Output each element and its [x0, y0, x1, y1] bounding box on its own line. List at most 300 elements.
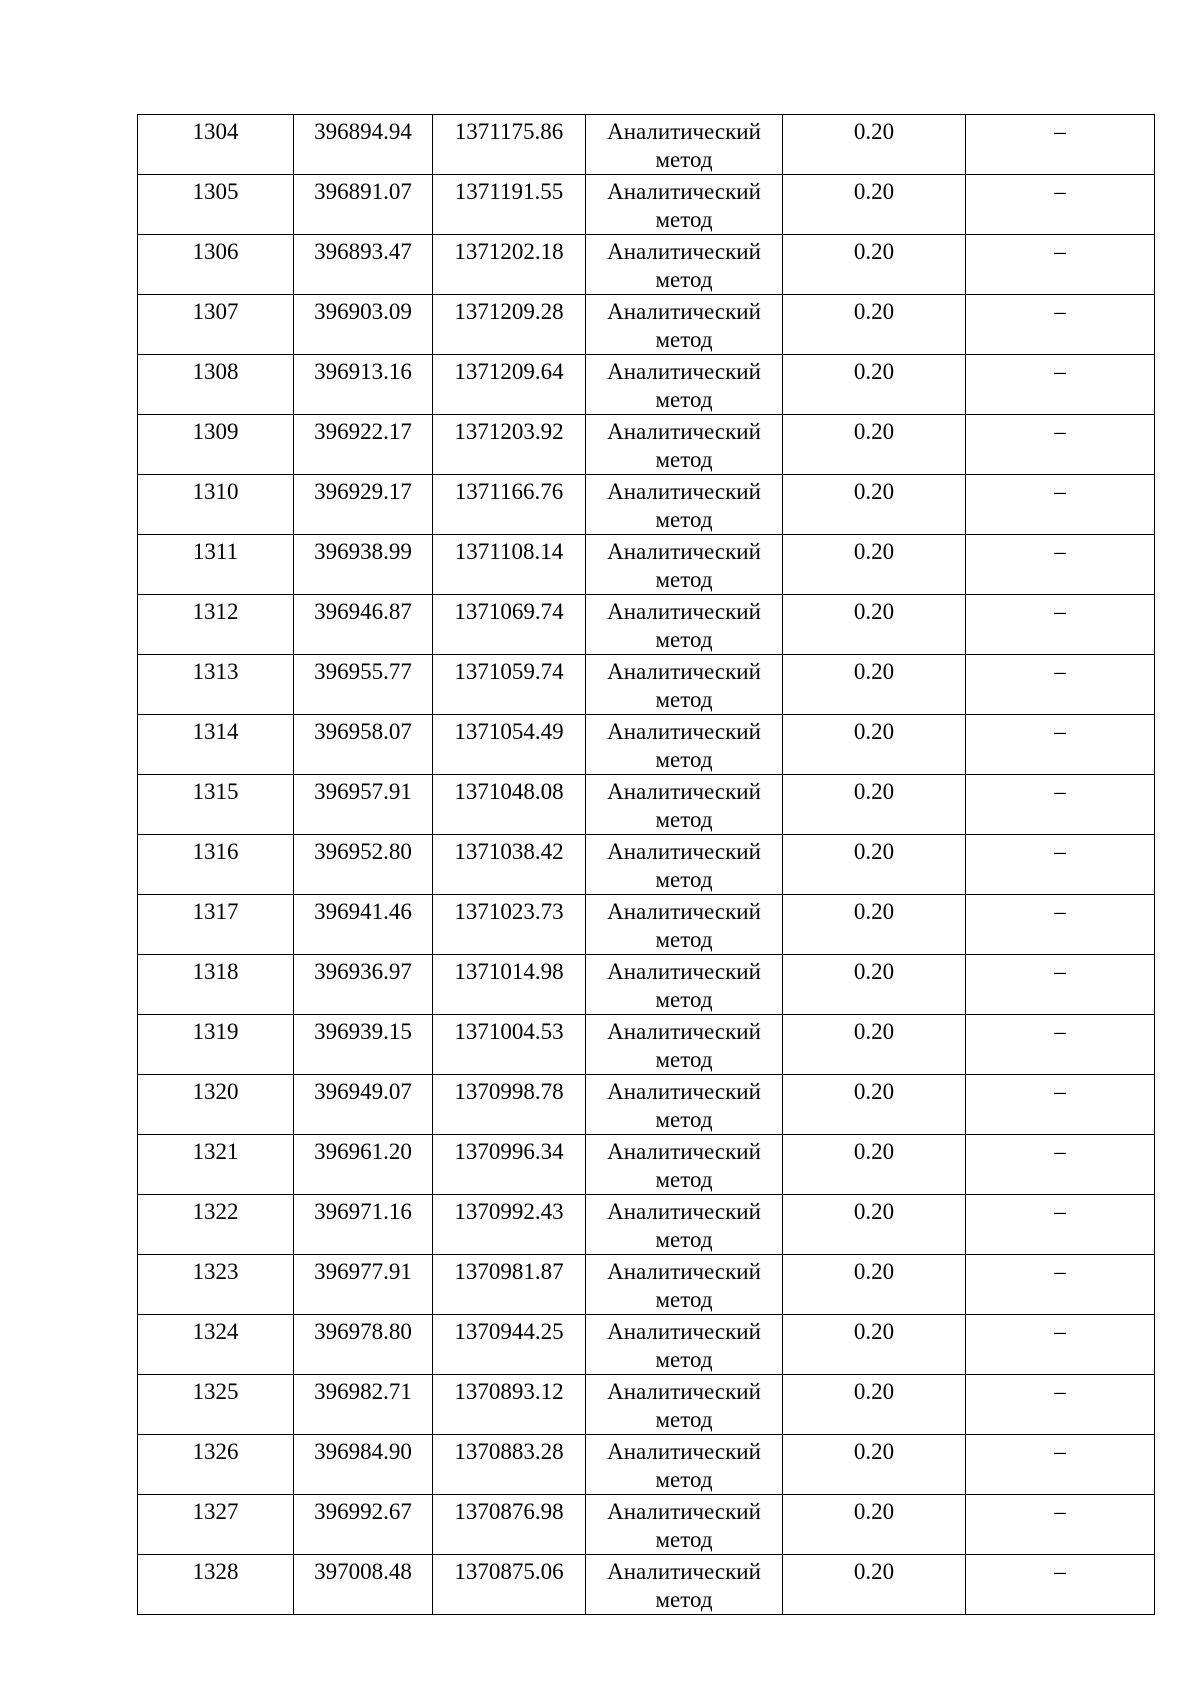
- y-coordinate-cell: [433, 1135, 586, 1195]
- method-cell: [586, 1015, 783, 1075]
- y-coordinate-cell-text: 1371203.92: [454, 419, 564, 444]
- accuracy-cell-text: 0.20: [853, 539, 895, 564]
- x-coordinate-cell: [294, 655, 433, 715]
- x-coordinate-cell: [294, 715, 433, 775]
- method-cell: [586, 355, 783, 415]
- point-number-cell: [138, 1495, 294, 1555]
- table-row: [138, 1135, 1155, 1195]
- accuracy-cell: [783, 1135, 966, 1195]
- point-number-cell-text: 1319: [192, 1019, 239, 1044]
- y-coordinate-cell: [433, 1195, 586, 1255]
- accuracy-cell-text: 0.20: [853, 1439, 895, 1464]
- point-number-cell: [138, 655, 294, 715]
- accuracy-cell: [783, 1315, 966, 1375]
- note-cell-text: –: [1054, 599, 1066, 624]
- method-cell: [586, 415, 783, 475]
- x-coordinate-cell-text: 396946.87: [314, 599, 412, 624]
- coordinates-table-body: [138, 115, 1155, 1615]
- method-cell: [586, 775, 783, 835]
- method-cell-text: Аналитический метод: [607, 719, 761, 772]
- method-cell-text: Аналитический метод: [607, 119, 761, 172]
- accuracy-cell: [783, 1015, 966, 1075]
- x-coordinate-cell: [294, 415, 433, 475]
- y-coordinate-cell: [433, 415, 586, 475]
- table-row: [138, 1555, 1155, 1615]
- note-cell-text: –: [1054, 1079, 1066, 1104]
- point-number-cell: [138, 235, 294, 295]
- accuracy-cell: [783, 175, 966, 235]
- point-number-cell-text: 1316: [192, 839, 239, 864]
- point-number-cell-text: 1322: [192, 1199, 239, 1224]
- method-cell-text: Аналитический метод: [607, 1439, 761, 1492]
- note-cell: [966, 595, 1155, 655]
- accuracy-cell: [783, 355, 966, 415]
- method-cell-text: Аналитический метод: [607, 479, 761, 532]
- point-number-cell-text: 1314: [192, 719, 239, 744]
- note-cell-text: –: [1054, 1259, 1066, 1284]
- accuracy-cell-text: 0.20: [853, 1559, 895, 1584]
- note-cell: [966, 115, 1155, 175]
- y-coordinate-cell-text: 1371209.64: [454, 359, 564, 384]
- note-cell: [966, 235, 1155, 295]
- x-coordinate-cell-text: 396903.09: [314, 299, 412, 324]
- accuracy-cell-text: 0.20: [853, 779, 895, 804]
- x-coordinate-cell: [294, 1075, 433, 1135]
- method-cell: [586, 1315, 783, 1375]
- x-coordinate-cell-text: 396939.15: [314, 1019, 412, 1044]
- note-cell-text: –: [1054, 1559, 1066, 1584]
- accuracy-cell: [783, 235, 966, 295]
- x-coordinate-cell: [294, 955, 433, 1015]
- note-cell: [966, 475, 1155, 535]
- point-number-cell: [138, 775, 294, 835]
- accuracy-cell: [783, 595, 966, 655]
- x-coordinate-cell-text: 396913.16: [314, 359, 412, 384]
- point-number-cell-text: 1321: [192, 1139, 239, 1164]
- note-cell: [966, 175, 1155, 235]
- x-coordinate-cell: [294, 1015, 433, 1075]
- point-number-cell-text: 1323: [192, 1259, 239, 1284]
- method-cell-text: Аналитический метод: [607, 299, 761, 352]
- y-coordinate-cell: [433, 175, 586, 235]
- note-cell-text: –: [1054, 119, 1066, 144]
- method-cell: [586, 1555, 783, 1615]
- table-row: [138, 715, 1155, 775]
- x-coordinate-cell-text: 396961.20: [314, 1139, 412, 1164]
- y-coordinate-cell: [433, 475, 586, 535]
- method-cell-text: Аналитический метод: [607, 1199, 761, 1252]
- point-number-cell: [138, 955, 294, 1015]
- accuracy-cell: [783, 115, 966, 175]
- accuracy-cell: [783, 655, 966, 715]
- accuracy-cell-text: 0.20: [853, 1139, 895, 1164]
- method-cell-text: Аналитический метод: [607, 599, 761, 652]
- method-cell: [586, 475, 783, 535]
- y-coordinate-cell: [433, 655, 586, 715]
- note-cell: [966, 1375, 1155, 1435]
- x-coordinate-cell: [294, 475, 433, 535]
- method-cell-text: Аналитический метод: [607, 1379, 761, 1432]
- method-cell: [586, 955, 783, 1015]
- note-cell: [966, 1195, 1155, 1255]
- y-coordinate-cell-text: 1371202.18: [454, 239, 564, 264]
- accuracy-cell-text: 0.20: [853, 1019, 895, 1044]
- y-coordinate-cell: [433, 1495, 586, 1555]
- note-cell-text: –: [1054, 1499, 1066, 1524]
- method-cell-text: Аналитический метод: [607, 419, 761, 472]
- method-cell-text: Аналитический метод: [607, 239, 761, 292]
- y-coordinate-cell-text: 1371175.86: [454, 119, 564, 144]
- point-number-cell: [138, 295, 294, 355]
- method-cell: [586, 235, 783, 295]
- method-cell-text: Аналитический метод: [607, 1019, 761, 1072]
- x-coordinate-cell-text: 396891.07: [314, 179, 412, 204]
- table-row: [138, 235, 1155, 295]
- note-cell: [966, 535, 1155, 595]
- table-row: [138, 535, 1155, 595]
- accuracy-cell-text: 0.20: [853, 119, 895, 144]
- accuracy-cell-text: 0.20: [853, 719, 895, 744]
- point-number-cell: [138, 1255, 294, 1315]
- point-number-cell: [138, 715, 294, 775]
- y-coordinate-cell-text: 1371191.55: [454, 179, 564, 204]
- method-cell: [586, 115, 783, 175]
- x-coordinate-cell: [294, 295, 433, 355]
- method-cell-text: Аналитический метод: [607, 899, 761, 952]
- table-row: [138, 1255, 1155, 1315]
- y-coordinate-cell-text: 1370883.28: [454, 1439, 564, 1464]
- y-coordinate-cell-text: 1370996.34: [454, 1139, 564, 1164]
- note-cell-text: –: [1054, 1019, 1066, 1044]
- point-number-cell-text: 1307: [192, 299, 239, 324]
- x-coordinate-cell-text: 396955.77: [314, 659, 412, 684]
- y-coordinate-cell: [433, 1015, 586, 1075]
- note-cell-text: –: [1054, 1319, 1066, 1344]
- x-coordinate-cell: [294, 1255, 433, 1315]
- point-number-cell-text: 1310: [192, 479, 239, 504]
- note-cell-text: –: [1054, 419, 1066, 444]
- note-cell-text: –: [1054, 179, 1066, 204]
- accuracy-cell-text: 0.20: [853, 1199, 895, 1224]
- table-row: [138, 175, 1155, 235]
- point-number-cell-text: 1311: [192, 539, 239, 564]
- y-coordinate-cell: [433, 955, 586, 1015]
- y-coordinate-cell-text: 1370893.12: [454, 1379, 564, 1404]
- accuracy-cell-text: 0.20: [853, 419, 895, 444]
- point-number-cell: [138, 1435, 294, 1495]
- table-row: [138, 115, 1155, 175]
- x-coordinate-cell: [294, 895, 433, 955]
- note-cell: [966, 775, 1155, 835]
- method-cell: [586, 1495, 783, 1555]
- note-cell: [966, 1555, 1155, 1615]
- point-number-cell: [138, 595, 294, 655]
- y-coordinate-cell: [433, 835, 586, 895]
- y-coordinate-cell-text: 1371054.49: [454, 719, 564, 744]
- point-number-cell: [138, 475, 294, 535]
- point-number-cell-text: 1315: [192, 779, 239, 804]
- y-coordinate-cell: [433, 1255, 586, 1315]
- method-cell: [586, 175, 783, 235]
- note-cell-text: –: [1054, 479, 1066, 504]
- y-coordinate-cell-text: 1370998.78: [454, 1079, 564, 1104]
- y-coordinate-cell-text: 1370944.25: [454, 1319, 564, 1344]
- accuracy-cell: [783, 1555, 966, 1615]
- table-row: [138, 955, 1155, 1015]
- table-row: [138, 895, 1155, 955]
- method-cell: [586, 1195, 783, 1255]
- y-coordinate-cell: [433, 535, 586, 595]
- x-coordinate-cell: [294, 835, 433, 895]
- table-row: [138, 595, 1155, 655]
- table-row: [138, 1375, 1155, 1435]
- method-cell-text: Аналитический метод: [607, 1559, 761, 1612]
- note-cell-text: –: [1054, 299, 1066, 324]
- note-cell: [966, 835, 1155, 895]
- point-number-cell-text: 1308: [192, 359, 239, 384]
- note-cell: [966, 1015, 1155, 1075]
- table-row: [138, 415, 1155, 475]
- point-number-cell-text: 1305: [192, 179, 239, 204]
- x-coordinate-cell-text: 396936.97: [314, 959, 412, 984]
- note-cell-text: –: [1054, 1199, 1066, 1224]
- note-cell-text: –: [1054, 659, 1066, 684]
- point-number-cell: [138, 1015, 294, 1075]
- accuracy-cell-text: 0.20: [853, 1259, 895, 1284]
- note-cell-text: –: [1054, 1379, 1066, 1404]
- accuracy-cell: [783, 1375, 966, 1435]
- y-coordinate-cell-text: 1371023.73: [454, 899, 564, 924]
- point-number-cell-text: 1326: [192, 1439, 239, 1464]
- x-coordinate-cell-text: 397008.48: [314, 1559, 412, 1584]
- note-cell-text: –: [1054, 719, 1066, 744]
- x-coordinate-cell: [294, 775, 433, 835]
- accuracy-cell-text: 0.20: [853, 1319, 895, 1344]
- x-coordinate-cell-text: 396992.67: [314, 1499, 412, 1524]
- accuracy-cell: [783, 835, 966, 895]
- y-coordinate-cell: [433, 235, 586, 295]
- method-cell: [586, 1435, 783, 1495]
- method-cell: [586, 1135, 783, 1195]
- note-cell: [966, 715, 1155, 775]
- table-row: [138, 475, 1155, 535]
- x-coordinate-cell: [294, 115, 433, 175]
- accuracy-cell-text: 0.20: [853, 239, 895, 264]
- accuracy-cell: [783, 1075, 966, 1135]
- note-cell: [966, 1255, 1155, 1315]
- y-coordinate-cell-text: 1371209.28: [454, 299, 564, 324]
- point-number-cell: [138, 1075, 294, 1135]
- point-number-cell: [138, 415, 294, 475]
- accuracy-cell-text: 0.20: [853, 839, 895, 864]
- x-coordinate-cell-text: 396957.91: [314, 779, 412, 804]
- table-row: [138, 835, 1155, 895]
- method-cell: [586, 835, 783, 895]
- coordinates-table: [137, 114, 1155, 1615]
- point-number-cell-text: 1324: [192, 1319, 239, 1344]
- point-number-cell-text: 1309: [192, 419, 239, 444]
- note-cell: [966, 415, 1155, 475]
- method-cell-text: Аналитический метод: [607, 779, 761, 832]
- note-cell-text: –: [1054, 959, 1066, 984]
- point-number-cell: [138, 175, 294, 235]
- point-number-cell: [138, 895, 294, 955]
- table-row: [138, 1015, 1155, 1075]
- note-cell-text: –: [1054, 779, 1066, 804]
- method-cell-text: Аналитический метод: [607, 659, 761, 712]
- y-coordinate-cell: [433, 895, 586, 955]
- note-cell: [966, 655, 1155, 715]
- accuracy-cell: [783, 475, 966, 535]
- note-cell: [966, 1315, 1155, 1375]
- point-number-cell-text: 1327: [192, 1499, 239, 1524]
- table-row: [138, 1075, 1155, 1135]
- accuracy-cell-text: 0.20: [853, 299, 895, 324]
- method-cell-text: Аналитический метод: [607, 1319, 761, 1372]
- accuracy-cell: [783, 1435, 966, 1495]
- note-cell: [966, 1075, 1155, 1135]
- point-number-cell: [138, 115, 294, 175]
- x-coordinate-cell-text: 396958.07: [314, 719, 412, 744]
- point-number-cell-text: 1318: [192, 959, 239, 984]
- y-coordinate-cell-text: 1371069.74: [454, 599, 564, 624]
- y-coordinate-cell-text: 1370992.43: [454, 1199, 564, 1224]
- method-cell-text: Аналитический метод: [607, 1079, 761, 1132]
- method-cell: [586, 1375, 783, 1435]
- accuracy-cell-text: 0.20: [853, 479, 895, 504]
- note-cell: [966, 1135, 1155, 1195]
- x-coordinate-cell-text: 396938.99: [314, 539, 412, 564]
- table-row: [138, 355, 1155, 415]
- x-coordinate-cell-text: 396949.07: [314, 1079, 412, 1104]
- point-number-cell-text: 1328: [192, 1559, 239, 1584]
- x-coordinate-cell: [294, 235, 433, 295]
- point-number-cell-text: 1312: [192, 599, 239, 624]
- accuracy-cell-text: 0.20: [853, 1079, 895, 1104]
- note-cell-text: –: [1054, 1139, 1066, 1164]
- y-coordinate-cell-text: 1371108.14: [454, 539, 564, 564]
- accuracy-cell-text: 0.20: [853, 659, 895, 684]
- method-cell: [586, 595, 783, 655]
- method-cell: [586, 715, 783, 775]
- method-cell-text: Аналитический метод: [607, 1139, 761, 1192]
- note-cell: [966, 895, 1155, 955]
- y-coordinate-cell: [433, 775, 586, 835]
- note-cell: [966, 1435, 1155, 1495]
- point-number-cell-text: 1325: [192, 1379, 239, 1404]
- x-coordinate-cell-text: 396978.80: [314, 1319, 412, 1344]
- point-number-cell-text: 1317: [192, 899, 239, 924]
- method-cell: [586, 655, 783, 715]
- note-cell: [966, 295, 1155, 355]
- accuracy-cell: [783, 715, 966, 775]
- table-row: [138, 775, 1155, 835]
- accuracy-cell-text: 0.20: [853, 959, 895, 984]
- x-coordinate-cell-text: 396929.17: [314, 479, 412, 504]
- point-number-cell: [138, 1195, 294, 1255]
- note-cell-text: –: [1054, 1439, 1066, 1464]
- y-coordinate-cell-text: 1370875.06: [454, 1559, 564, 1584]
- y-coordinate-cell-text: 1371014.98: [454, 959, 564, 984]
- y-coordinate-cell-text: 1371004.53: [454, 1019, 564, 1044]
- method-cell-text: Аналитический метод: [607, 359, 761, 412]
- point-number-cell: [138, 1555, 294, 1615]
- accuracy-cell-text: 0.20: [853, 179, 895, 204]
- x-coordinate-cell: [294, 1435, 433, 1495]
- x-coordinate-cell: [294, 1375, 433, 1435]
- point-number-cell-text: 1320: [192, 1079, 239, 1104]
- x-coordinate-cell: [294, 175, 433, 235]
- method-cell-text: Аналитический метод: [607, 539, 761, 592]
- method-cell: [586, 535, 783, 595]
- y-coordinate-cell-text: 1370876.98: [454, 1499, 564, 1524]
- x-coordinate-cell: [294, 355, 433, 415]
- y-coordinate-cell-text: 1371059.74: [454, 659, 564, 684]
- method-cell-text: Аналитический метод: [607, 179, 761, 232]
- point-number-cell: [138, 535, 294, 595]
- method-cell-text: Аналитический метод: [607, 1499, 761, 1552]
- accuracy-cell: [783, 535, 966, 595]
- point-number-cell: [138, 1135, 294, 1195]
- method-cell-text: Аналитический метод: [607, 959, 761, 1012]
- x-coordinate-cell: [294, 535, 433, 595]
- accuracy-cell: [783, 895, 966, 955]
- accuracy-cell: [783, 415, 966, 475]
- accuracy-cell-text: 0.20: [853, 1379, 895, 1404]
- method-cell-text: Аналитический метод: [607, 839, 761, 892]
- table-row: [138, 1315, 1155, 1375]
- method-cell: [586, 1075, 783, 1135]
- note-cell-text: –: [1054, 539, 1066, 564]
- y-coordinate-cell: [433, 115, 586, 175]
- accuracy-cell-text: 0.20: [853, 1499, 895, 1524]
- x-coordinate-cell-text: 396982.71: [314, 1379, 412, 1404]
- y-coordinate-cell-text: 1371038.42: [454, 839, 564, 864]
- point-number-cell: [138, 835, 294, 895]
- note-cell: [966, 355, 1155, 415]
- y-coordinate-cell-text: 1371166.76: [454, 479, 564, 504]
- table-row: [138, 295, 1155, 355]
- x-coordinate-cell: [294, 595, 433, 655]
- y-coordinate-cell: [433, 1435, 586, 1495]
- y-coordinate-cell: [433, 1315, 586, 1375]
- point-number-cell-text: 1304: [192, 119, 239, 144]
- y-coordinate-cell: [433, 715, 586, 775]
- y-coordinate-cell: [433, 295, 586, 355]
- x-coordinate-cell-text: 396893.47: [314, 239, 412, 264]
- x-coordinate-cell: [294, 1495, 433, 1555]
- x-coordinate-cell-text: 396952.80: [314, 839, 412, 864]
- table-row: [138, 1195, 1155, 1255]
- method-cell: [586, 1255, 783, 1315]
- note-cell-text: –: [1054, 899, 1066, 924]
- method-cell-text: Аналитический метод: [607, 1259, 761, 1312]
- accuracy-cell-text: 0.20: [853, 599, 895, 624]
- y-coordinate-cell: [433, 1375, 586, 1435]
- x-coordinate-cell: [294, 1315, 433, 1375]
- table-row: [138, 655, 1155, 715]
- y-coordinate-cell: [433, 1075, 586, 1135]
- note-cell-text: –: [1054, 239, 1066, 264]
- point-number-cell-text: 1306: [192, 239, 239, 264]
- accuracy-cell: [783, 955, 966, 1015]
- x-coordinate-cell-text: 396984.90: [314, 1439, 412, 1464]
- method-cell: [586, 295, 783, 355]
- x-coordinate-cell: [294, 1135, 433, 1195]
- accuracy-cell: [783, 1255, 966, 1315]
- table-row: [138, 1495, 1155, 1555]
- accuracy-cell-text: 0.20: [853, 899, 895, 924]
